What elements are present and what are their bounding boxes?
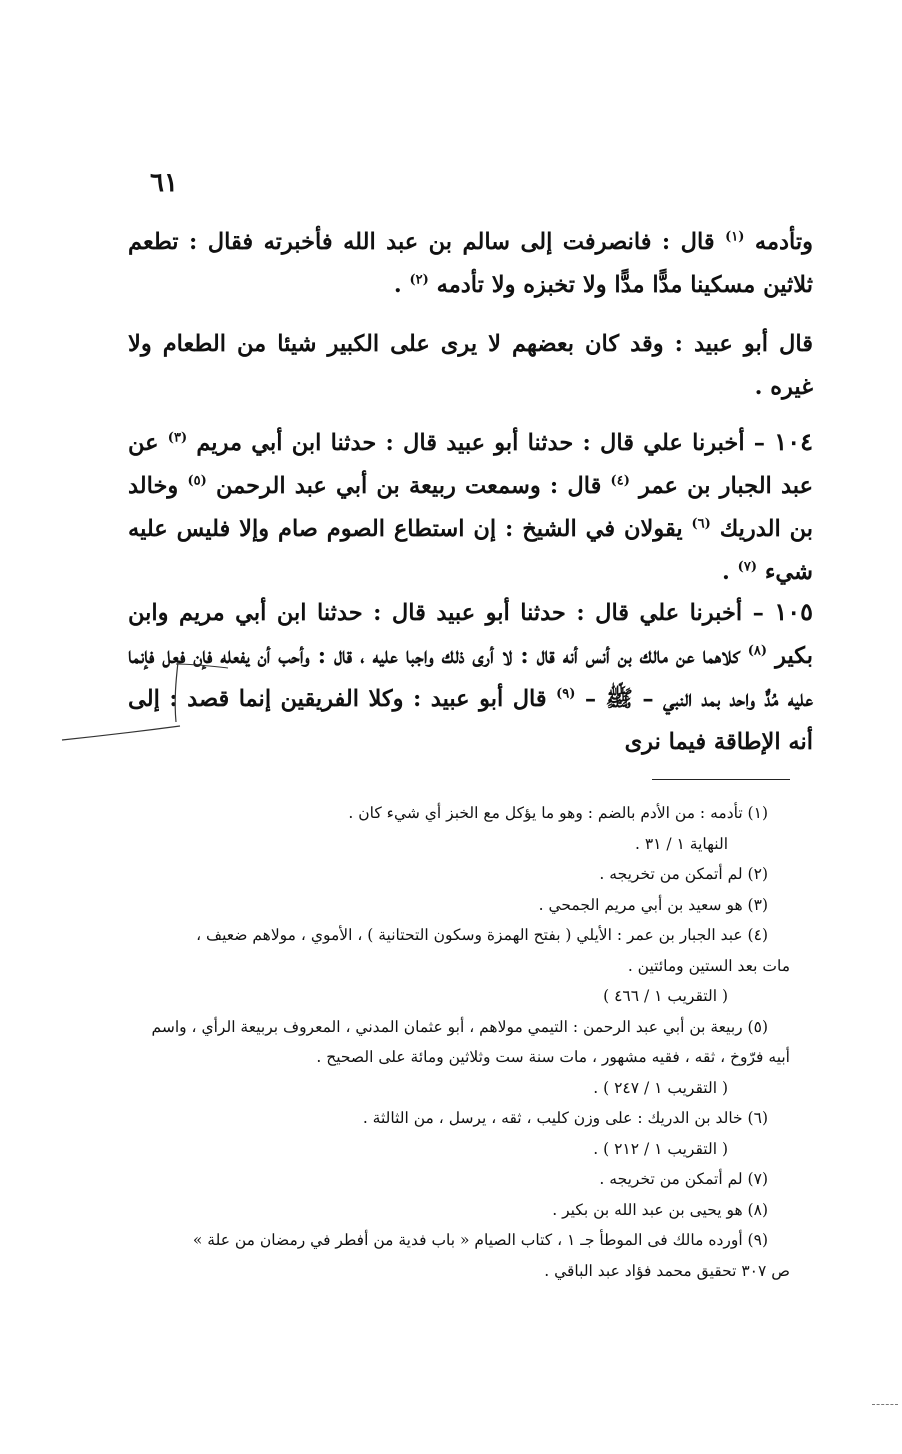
footnote-separator: [652, 779, 790, 780]
footnote-ref-9: (٩): [556, 686, 576, 702]
footnote-7: (٧) لم أتمكن من تخريجه .: [599, 1170, 768, 1188]
footnote-6: (٦) خالد بن الدريك : على وزن كليب ، ثقه ، يرسل ، من الثالثة .: [362, 1109, 768, 1127]
p4-text-1: – أخبرنا علي قال : حدثنا أبو عبيد قال : حدثنا ابن أبي مريم وابن بكير: [128, 600, 813, 669]
p3-text-2: عن عبد الجبار بن عمر: [128, 430, 814, 499]
footnote-ref-2: (٢): [409, 272, 429, 288]
footnote-ref-3: (٣): [167, 430, 188, 446]
p4-text-2: كلاهما عن مالك بن أنس أنه قال : لا أرى ذلك واجبا عليه ، قال : وأحب أن يفعله فإن فعل فإنما عليه مُدٌّ واحد بمد النبي – ﷺ –: [128, 643, 813, 712]
footnote-ref-4: (٤): [610, 473, 630, 489]
p3-text-5: يقولان في الشيخ : إن استطاع الصوم صام وإلا فليس عليه شيء: [128, 516, 813, 585]
footnote-2: (٢) لم أتمكن من تخريجه .: [599, 865, 768, 883]
p3-text-3: قال : وسمعت ربيعة بن أبي عبد الرحمن: [216, 473, 602, 499]
paragraph-2: [128, 323, 813, 409]
p3-text-1: – أخبرنا علي قال : حدثنا أبو عبيد قال : حدثنا ابن أبي مريم: [196, 430, 766, 456]
p3-text-4: وخالد بن الدريك: [128, 473, 813, 542]
footnote-5: (٥) ربيعة بن أبي عبد الرحمن : التيمي مولاهم ، أبو عثمان المدني ، المعروف بربيعة الرأي ، واسم: [151, 1017, 768, 1036]
p1-text-3: .: [393, 272, 402, 298]
footnote-4-source: ( التقريب ١ / ٤٦٦ ): [603, 987, 728, 1005]
footnote-ref-6: (٦): [691, 516, 711, 532]
p4-text-3: قال أبو عبيد : وكلا الفريقين إنما قصد : إلى أنه الإطاقة فيما نرى: [128, 686, 813, 755]
footnote-ref-1: (١): [725, 229, 745, 245]
footnote-1: (١) تأدمه : من الأدم بالضم : وهو ما يؤكل مع الخبز أي شيء كان .: [348, 804, 768, 822]
footnote-9: (٩) أورده مالك فى الموطأ جـ ١ ، كتاب الصيام « باب فدية من أفطر في رمضان من علة »: [192, 1231, 768, 1249]
footnote-ref-5: (٥): [187, 473, 207, 489]
p3-text-6: .: [721, 559, 730, 585]
paragraph-hadith-104: [128, 420, 813, 594]
p1-text-1: وتأدمه: [754, 229, 813, 255]
footnote-9-continued: ص ٣٠٧ تحقيق محمد فؤاد عبد الباقي .: [544, 1261, 790, 1280]
p1-text-2: قال : فانصرفت إلى سالم بن عبد الله فأخبرته فقال : تطعم ثلاثين مسكينا مدًّا مدًّا ولا تخبزه ولا تأدمه: [128, 229, 813, 298]
scan-corner-mark: [872, 1404, 898, 1405]
hadith-number-105: ١٠٥: [774, 597, 813, 626]
footnote-8: (٨) هو يحيى بن عبد الله بن بكير .: [552, 1200, 768, 1219]
page-number: ٦١: [150, 168, 178, 198]
footnote-4: (٤) عبد الجبار بن عمر : الأيلي ( بفتح الهمزة وسكون التحتانية ) ، الأموي ، مولاهم ضعيف ،: [196, 926, 768, 944]
footnotes-section: [130, 798, 790, 1286]
footnote-3: (٣) هو سعيد بن أبي مريم الجمحي .: [538, 895, 768, 914]
footnote-ref-7: (٧): [737, 559, 757, 575]
paragraph-1: [128, 221, 813, 307]
footnote-ref-8: (٨): [747, 643, 767, 659]
p2-text: قال أبو عبيد : وقد كان بعضهم لا يرى على الكبير شيئا من الطعام ولا غيره .: [128, 331, 813, 400]
footnote-1-source: النهاية ١ / ٣١ .: [634, 834, 728, 853]
paragraph-hadith-105: [128, 590, 813, 764]
footnote-5-continued: أبيه فرّوخ ، ثقه ، فقيه مشهور ، مات سنة ست وثلاثين ومائة على الصحيح .: [316, 1048, 790, 1066]
footnote-4-continued: مات بعد الستين ومائتين .: [627, 956, 790, 975]
footnote-6-source: ( التقريب ١ / ٢١٢ ) .: [593, 1139, 728, 1158]
footnote-5-source: ( التقريب ١ / ٢٤٧ ) .: [593, 1078, 728, 1097]
hadith-number-104: ١٠٤: [774, 427, 813, 456]
